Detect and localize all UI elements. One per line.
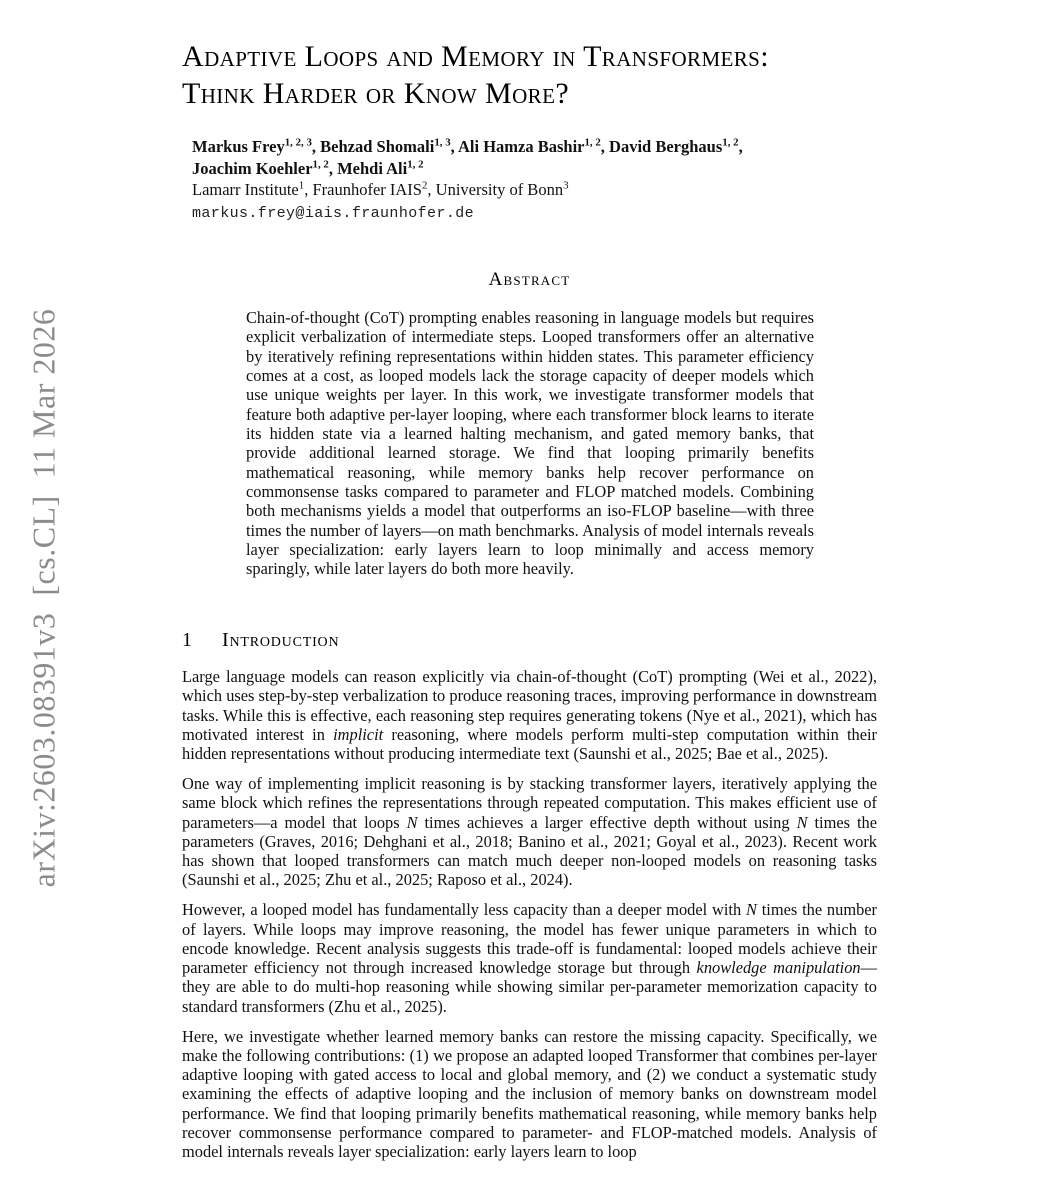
- arxiv-watermark: arXiv:2603.08391v3 [cs.CL] 11 Mar 2026: [25, 308, 62, 888]
- abstract-heading: Abstract: [488, 269, 571, 290]
- affiliations-line: Lamarr Institute$^1$, Fraunhofer IAIS$^2$, University of Bonn$^3$: [192, 179, 569, 199]
- paper-title-line-1: Adaptive Loops and Memory in Transformers:: [182, 40, 769, 73]
- intro-paragraph: Here, we investigate whether learned memory banks can restore the missing capacity. Specifically, we make the following contributions: (1) we propose an adapted looped Transformer that combines per-layer adaptive looping with gated access to local and global memory, and (2) we conduct a systematic study examining the effects of adaptive looping and the inclusion of memory banks on downstream model performance. We find that looping primarily benefits mathematical reasoning, while memory banks help recover commonsense performance compared to parameter- and FLOP-matched models. Analysis of model internals reveals layer specialization: early layers learn to loop: [182, 1026, 877, 1162]
- section-heading-introduction: [182, 629, 339, 652]
- paper-title-line-2: Think Harder or Know More?: [182, 77, 570, 110]
- intro-paragraph: Large language models can reason explicitly via chain-of-thought (CoT) prompting (Wei et al., 2022), which uses step-by-step verbalization to produce reasoning traces, improving performance in downstream tasks. While this is effective, each reasoning step requires generating tokens (Nye et al., 2021), which has motivated interest in implicit reasoning, where models perform multi-step computation within their hidden representations without producing intermediate text (Saunshi et al., 2025; Bae et al., 2025).: [182, 667, 877, 764]
- authors-line-1: Markus Frey$^{1, 2, 3}$, Behzad Shomali$^{1, 3}$, Ali Hamza Bashir$^{1, 2}$, David Berghaus$^{1, 2}$,: [192, 136, 743, 156]
- abstract-text: Chain-of-thought (CoT) prompting enables reasoning in language models but requires explicit verbalization of intermediate steps. Looped transformers offer an alternative by iteratively refining representations within hidden states. This parameter efficiency comes at a cost, as looped models lack the storage capacity of deeper models which use unique weights per layer. In this work, we investigate transformer models that feature both adaptive per-layer looping, where each transformer block learns to iterate its hidden state via a learned halting mechanism, and gated memory banks, that provide additional learned storage. We find that looping primarily benefits mathematical reasoning, while memory banks help recover performance on commonsense tasks compared to parameter and FLOP matched models. Combining both mechanisms yields a model that outperforms an iso-FLOP baseline—with three times the number of layers—on math benchmarks. Analysis of model internals reveals layer specialization: early layers learn to loop minimally and access memory sparingly, while later layers do both more heavily.: [246, 308, 814, 579]
- author-block: [192, 136, 882, 224]
- introduction-body: [182, 667, 877, 1172]
- author-email: markus.frey@iais.fraunhofer.de: [192, 204, 475, 222]
- intro-paragraph: One way of implementing implicit reasoning is by stacking transformer layers, iteratively applying the same block which refines the representations through repeated computation. This makes efficient use of parameters—a model that loops N times achieves a larger effective depth without using N times the parameters (Graves, 2016; Dehghani et al., 2018; Banino et al., 2021; Goyal et al., 2023). Recent work has shown that looped transformers can match much deeper non-looped models on reasoning tasks (Saunshi et al., 2025; Zhu et al., 2025; Raposo et al., 2024).: [182, 773, 878, 890]
- section-title: Introduction: [222, 629, 340, 651]
- paper-title: [182, 38, 882, 112]
- authors-line-2: Joachim Koehler$^{1, 2}$, Mehdi Ali$^{1, 2}$: [192, 158, 424, 178]
- intro-paragraph: However, a looped model has fundamentally less capacity than a deeper model with N times the number of layers. While loops may improve reasoning, the model has fewer unique parameters in which to encode knowledge. Recent analysis suggests this trade-off is fundamental: looped models achieve their parameter efficiency not through increased knowledge storage but through knowledge manipulation—they are able to do multi-hop reasoning while showing similar per-parameter memorization capacity to standard transformers (Zhu et al., 2025).: [182, 900, 877, 1016]
- section-number: 1: [182, 629, 192, 651]
